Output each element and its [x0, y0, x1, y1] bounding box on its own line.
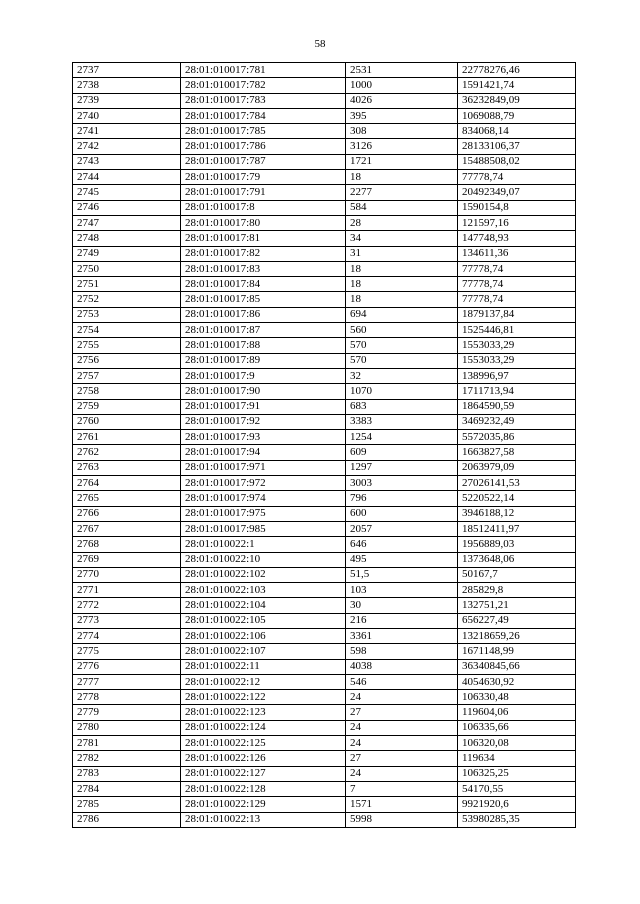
table-row [73, 751, 576, 766]
cadastral-number-cell: 28:01:010022:129 [181, 797, 346, 812]
area-cell: 683 [346, 399, 458, 414]
cadastral-number-cell: 28:01:010022:10 [181, 552, 346, 567]
table-row [73, 231, 576, 246]
area-cell: 30 [346, 598, 458, 613]
cadastral-number-cell: 28:01:010022:103 [181, 583, 346, 598]
cadastral-number-cell: 28:01:010022:104 [181, 598, 346, 613]
row-number-cell: 2748 [73, 231, 181, 246]
table-row [73, 399, 576, 414]
cadastral-value-cell: 54170,55 [458, 781, 576, 796]
cadastral-number-cell: 28:01:010017:89 [181, 353, 346, 368]
table-row [73, 414, 576, 429]
cadastral-number-cell: 28:01:010017:86 [181, 307, 346, 322]
cadastral-number-cell: 28:01:010017:91 [181, 399, 346, 414]
table-row [73, 200, 576, 215]
cadastral-number-cell: 28:01:010022:106 [181, 628, 346, 643]
cadastral-number-cell: 28:01:010017:971 [181, 460, 346, 475]
row-number-cell: 2753 [73, 307, 181, 322]
cadastral-number-cell: 28:01:010022:123 [181, 705, 346, 720]
area-cell: 570 [346, 353, 458, 368]
row-number-cell: 2763 [73, 460, 181, 475]
cadastral-value-cell: 1591421,74 [458, 78, 576, 93]
row-number-cell: 2779 [73, 705, 181, 720]
table-row [73, 491, 576, 506]
table-row [73, 246, 576, 261]
cadastral-value-cell: 132751,21 [458, 598, 576, 613]
cadastral-value-cell: 1864590,59 [458, 399, 576, 414]
cadastral-value-cell: 5220522,14 [458, 491, 576, 506]
row-number-cell: 2777 [73, 674, 181, 689]
cadastral-number-cell: 28:01:010017:972 [181, 476, 346, 491]
row-number-cell: 2747 [73, 215, 181, 230]
row-number-cell: 2751 [73, 277, 181, 292]
cadastral-number-cell: 28:01:010022:126 [181, 751, 346, 766]
row-number-cell: 2774 [73, 628, 181, 643]
cadastral-number-cell: 28:01:010022:11 [181, 659, 346, 674]
cadastral-value-cell: 36340845,66 [458, 659, 576, 674]
cadastral-value-cell: 18512411,97 [458, 521, 576, 536]
row-number-cell: 2775 [73, 644, 181, 659]
cadastral-number-cell: 28:01:010017:786 [181, 139, 346, 154]
area-cell: 308 [346, 124, 458, 139]
table-row [73, 613, 576, 628]
row-number-cell: 2746 [73, 200, 181, 215]
table-row [73, 797, 576, 812]
row-number-cell: 2759 [73, 399, 181, 414]
table-row [73, 521, 576, 536]
table-row [73, 766, 576, 781]
area-cell: 18 [346, 170, 458, 185]
table-row [73, 154, 576, 169]
cadastral-value-cell: 1956889,03 [458, 537, 576, 552]
cadastral-number-cell: 28:01:010017:90 [181, 384, 346, 399]
area-cell: 1254 [346, 430, 458, 445]
area-cell: 27 [346, 705, 458, 720]
table-row [73, 108, 576, 123]
area-cell: 584 [346, 200, 458, 215]
row-number-cell: 2783 [73, 766, 181, 781]
cadastral-number-cell: 28:01:010022:107 [181, 644, 346, 659]
table-row [73, 460, 576, 475]
cadastral-value-cell: 656227,49 [458, 613, 576, 628]
table-row [73, 139, 576, 154]
cadastral-number-cell: 28:01:010017:782 [181, 78, 346, 93]
row-number-cell: 2744 [73, 170, 181, 185]
row-number-cell: 2781 [73, 736, 181, 751]
area-cell: 31 [346, 246, 458, 261]
area-cell: 546 [346, 674, 458, 689]
cadastral-number-cell: 28:01:010017:8 [181, 200, 346, 215]
cadastral-number-cell: 28:01:010017:87 [181, 323, 346, 338]
cadastral-number-cell: 28:01:010017:974 [181, 491, 346, 506]
table-row [73, 368, 576, 383]
cadastral-number-cell: 28:01:010017:83 [181, 261, 346, 276]
area-cell: 3361 [346, 628, 458, 643]
cadastral-value-cell: 5572035,86 [458, 430, 576, 445]
table-row [73, 583, 576, 598]
table-row [73, 78, 576, 93]
area-cell: 3383 [346, 414, 458, 429]
cadastral-number-cell: 28:01:010017:88 [181, 338, 346, 353]
area-cell: 7 [346, 781, 458, 796]
cadastral-value-cell: 119604,06 [458, 705, 576, 720]
row-number-cell: 2768 [73, 537, 181, 552]
row-number-cell: 2771 [73, 583, 181, 598]
table-row [73, 628, 576, 643]
area-cell: 646 [346, 537, 458, 552]
cadastral-value-cell: 1663827,58 [458, 445, 576, 460]
cadastral-number-cell: 28:01:010017:82 [181, 246, 346, 261]
cadastral-value-cell: 77778,74 [458, 292, 576, 307]
area-cell: 51,5 [346, 567, 458, 582]
area-cell: 18 [346, 292, 458, 307]
table-row [73, 124, 576, 139]
row-number-cell: 2762 [73, 445, 181, 460]
area-cell: 4026 [346, 93, 458, 108]
row-number-cell: 2752 [73, 292, 181, 307]
table-row [73, 567, 576, 582]
row-number-cell: 2764 [73, 476, 181, 491]
row-number-cell: 2740 [73, 108, 181, 123]
area-cell: 18 [346, 261, 458, 276]
cadastral-value-cell: 22778276,46 [458, 63, 576, 78]
area-cell: 1571 [346, 797, 458, 812]
cadastral-number-cell: 28:01:010017:785 [181, 124, 346, 139]
cadastral-number-cell: 28:01:010022:105 [181, 613, 346, 628]
area-cell: 570 [346, 338, 458, 353]
cadastral-number-cell: 28:01:010022:128 [181, 781, 346, 796]
cadastral-number-cell: 28:01:010017:93 [181, 430, 346, 445]
table-row [73, 476, 576, 491]
cadastral-value-cell: 147748,93 [458, 231, 576, 246]
cadastral-value-cell: 77778,74 [458, 170, 576, 185]
cadastral-number-cell: 28:01:010022:125 [181, 736, 346, 751]
cadastral-value-cell: 36232849,09 [458, 93, 576, 108]
row-number-cell: 2738 [73, 78, 181, 93]
area-cell: 24 [346, 720, 458, 735]
row-number-cell: 2758 [73, 384, 181, 399]
cadastral-value-cell: 13218659,26 [458, 628, 576, 643]
cadastral-value-cell: 106320,08 [458, 736, 576, 751]
row-number-cell: 2778 [73, 690, 181, 705]
row-number-cell: 2755 [73, 338, 181, 353]
table-row [73, 690, 576, 705]
cadastral-number-cell: 28:01:010017:92 [181, 414, 346, 429]
cadastral-number-cell: 28:01:010017:84 [181, 277, 346, 292]
cadastral-value-cell: 9921920,6 [458, 797, 576, 812]
cadastral-number-cell: 28:01:010017:94 [181, 445, 346, 460]
area-cell: 216 [346, 613, 458, 628]
area-cell: 5998 [346, 812, 458, 827]
table-row [73, 506, 576, 521]
cadastral-number-cell: 28:01:010022:127 [181, 766, 346, 781]
table-row [73, 552, 576, 567]
cadastral-value-cell: 53980285,35 [458, 812, 576, 827]
area-cell: 560 [346, 323, 458, 338]
table-row [73, 277, 576, 292]
area-cell: 24 [346, 736, 458, 751]
area-cell: 495 [346, 552, 458, 567]
table-row [73, 338, 576, 353]
area-cell: 34 [346, 231, 458, 246]
table-row [73, 781, 576, 796]
cadastral-value-cell: 121597,16 [458, 215, 576, 230]
row-number-cell: 2766 [73, 506, 181, 521]
area-cell: 598 [346, 644, 458, 659]
area-cell: 103 [346, 583, 458, 598]
table-row [73, 705, 576, 720]
row-number-cell: 2765 [73, 491, 181, 506]
area-cell: 24 [346, 690, 458, 705]
cadastral-value-cell: 134611,36 [458, 246, 576, 261]
cadastral-value-cell: 1069088,79 [458, 108, 576, 123]
row-number-cell: 2786 [73, 812, 181, 827]
row-number-cell: 2756 [73, 353, 181, 368]
area-cell: 609 [346, 445, 458, 460]
cadastral-number-cell: 28:01:010017:9 [181, 368, 346, 383]
row-number-cell: 2757 [73, 368, 181, 383]
cadastral-value-cell: 3469232,49 [458, 414, 576, 429]
area-cell: 27 [346, 751, 458, 766]
row-number-cell: 2739 [73, 93, 181, 108]
cadastral-number-cell: 28:01:010017:80 [181, 215, 346, 230]
cadastral-value-cell: 106330,48 [458, 690, 576, 705]
table-row [73, 720, 576, 735]
area-cell: 2277 [346, 185, 458, 200]
table-row [73, 384, 576, 399]
row-number-cell: 2785 [73, 797, 181, 812]
area-cell: 2057 [346, 521, 458, 536]
cadastral-value-cell: 1879137,84 [458, 307, 576, 322]
cadastral-value-cell: 3946188,12 [458, 506, 576, 521]
cadastral-number-cell: 28:01:010022:122 [181, 690, 346, 705]
area-cell: 3126 [346, 139, 458, 154]
cadastral-number-cell: 28:01:010022:124 [181, 720, 346, 735]
table-row [73, 93, 576, 108]
cadastral-value-cell: 20492349,07 [458, 185, 576, 200]
table-body [73, 63, 576, 828]
cadastral-value-cell: 77778,74 [458, 277, 576, 292]
cadastral-value-cell: 4054630,92 [458, 674, 576, 689]
cadastral-value-cell: 50167,7 [458, 567, 576, 582]
cadastral-value-cell: 106335,66 [458, 720, 576, 735]
cadastral-number-cell: 28:01:010017:781 [181, 63, 346, 78]
cadastral-value-cell: 106325,25 [458, 766, 576, 781]
cadastral-value-cell: 15488508,02 [458, 154, 576, 169]
cadastral-number-cell: 28:01:010022:102 [181, 567, 346, 582]
row-number-cell: 2750 [73, 261, 181, 276]
cadastral-number-cell: 28:01:010017:783 [181, 93, 346, 108]
row-number-cell: 2770 [73, 567, 181, 582]
table-row [73, 537, 576, 552]
row-number-cell: 2761 [73, 430, 181, 445]
cadastral-number-cell: 28:01:010022:1 [181, 537, 346, 552]
row-number-cell: 2742 [73, 139, 181, 154]
cadastral-value-cell: 834068,14 [458, 124, 576, 139]
cadastral-value-cell: 119634 [458, 751, 576, 766]
cadastral-number-cell: 28:01:010022:13 [181, 812, 346, 827]
cadastral-value-cell: 2063979,09 [458, 460, 576, 475]
table-row [73, 659, 576, 674]
row-number-cell: 2772 [73, 598, 181, 613]
row-number-cell: 2745 [73, 185, 181, 200]
area-cell: 694 [346, 307, 458, 322]
row-number-cell: 2782 [73, 751, 181, 766]
cadastral-number-cell: 28:01:010017:784 [181, 108, 346, 123]
table-row [73, 323, 576, 338]
area-cell: 1297 [346, 460, 458, 475]
row-number-cell: 2737 [73, 63, 181, 78]
area-cell: 600 [346, 506, 458, 521]
row-number-cell: 2743 [73, 154, 181, 169]
table-row [73, 215, 576, 230]
table-row [73, 292, 576, 307]
cadastral-number-cell: 28:01:010017:85 [181, 292, 346, 307]
cadastral-value-cell: 285829,8 [458, 583, 576, 598]
cadastral-value-cell: 28133106,37 [458, 139, 576, 154]
cadastral-number-cell: 28:01:010017:975 [181, 506, 346, 521]
row-number-cell: 2773 [73, 613, 181, 628]
cadastral-value-table [72, 62, 576, 828]
row-number-cell: 2754 [73, 323, 181, 338]
cadastral-value-cell: 1590154,8 [458, 200, 576, 215]
table-row [73, 644, 576, 659]
area-cell: 1721 [346, 154, 458, 169]
cadastral-value-cell: 1711713,94 [458, 384, 576, 399]
cadastral-number-cell: 28:01:010017:79 [181, 170, 346, 185]
area-cell: 2531 [346, 63, 458, 78]
table-row [73, 185, 576, 200]
row-number-cell: 2760 [73, 414, 181, 429]
table-row [73, 674, 576, 689]
area-cell: 3003 [346, 476, 458, 491]
row-number-cell: 2749 [73, 246, 181, 261]
table-row [73, 63, 576, 78]
area-cell: 1070 [346, 384, 458, 399]
table-row [73, 598, 576, 613]
cadastral-number-cell: 28:01:010017:985 [181, 521, 346, 536]
cadastral-number-cell: 28:01:010017:81 [181, 231, 346, 246]
cadastral-value-cell: 138996,97 [458, 368, 576, 383]
area-cell: 32 [346, 368, 458, 383]
row-number-cell: 2769 [73, 552, 181, 567]
area-cell: 4038 [346, 659, 458, 674]
table-row [73, 353, 576, 368]
cadastral-value-cell: 1553033,29 [458, 353, 576, 368]
area-cell: 28 [346, 215, 458, 230]
area-cell: 395 [346, 108, 458, 123]
cadastral-value-cell: 1671148,99 [458, 644, 576, 659]
table-row [73, 812, 576, 827]
area-cell: 796 [346, 491, 458, 506]
table-row [73, 261, 576, 276]
row-number-cell: 2784 [73, 781, 181, 796]
row-number-cell: 2780 [73, 720, 181, 735]
table-row [73, 170, 576, 185]
row-number-cell: 2776 [73, 659, 181, 674]
cadastral-number-cell: 28:01:010017:791 [181, 185, 346, 200]
cadastral-value-cell: 1373648,06 [458, 552, 576, 567]
row-number-cell: 2767 [73, 521, 181, 536]
table-row [73, 445, 576, 460]
cadastral-number-cell: 28:01:010017:787 [181, 154, 346, 169]
cadastral-value-cell: 27026141,53 [458, 476, 576, 491]
table-row [73, 430, 576, 445]
cadastral-value-cell: 1553033,29 [458, 338, 576, 353]
area-cell: 24 [346, 766, 458, 781]
area-cell: 1000 [346, 78, 458, 93]
cadastral-number-cell: 28:01:010022:12 [181, 674, 346, 689]
cadastral-value-cell: 77778,74 [458, 261, 576, 276]
table-row [73, 307, 576, 322]
cadastral-value-cell: 1525446,81 [458, 323, 576, 338]
page-number: 58 [314, 38, 326, 50]
table-row [73, 736, 576, 751]
area-cell: 18 [346, 277, 458, 292]
row-number-cell: 2741 [73, 124, 181, 139]
